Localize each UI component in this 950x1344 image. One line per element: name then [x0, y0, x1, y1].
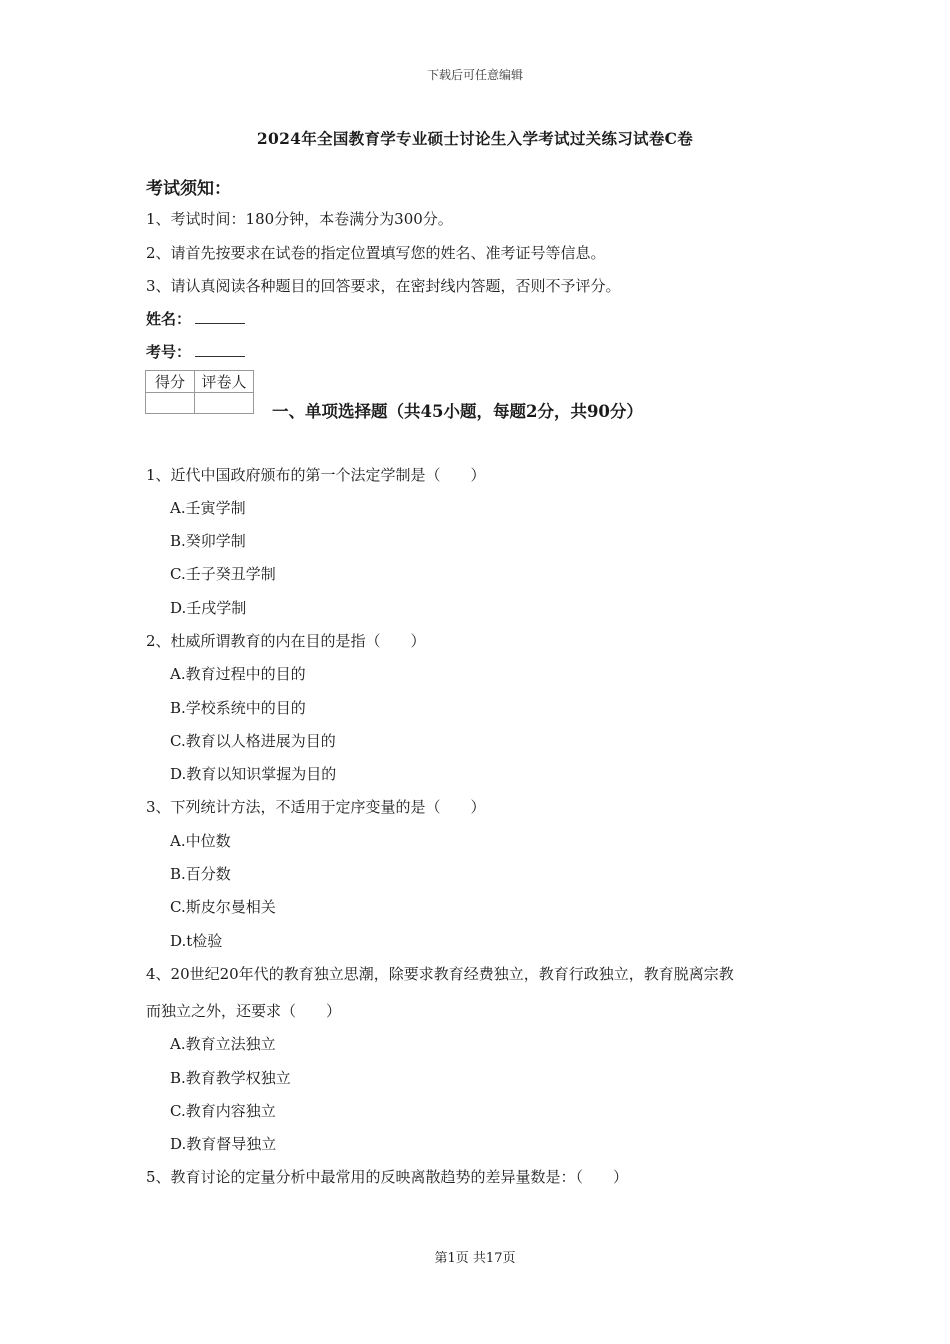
- question-option[interactable]: A.教育立法独立: [170, 1035, 276, 1053]
- question-option[interactable]: D.教育以知识掌握为目的: [170, 765, 337, 783]
- question-option[interactable]: D.壬戌学制: [170, 599, 247, 617]
- name-field: [146, 308, 245, 329]
- score-header: 得分: [146, 371, 195, 393]
- question-option[interactable]: A.教育过程中的目的: [170, 665, 306, 683]
- document-title: 2024年全国教育学专业硕士讨论生入学考试过关练习试卷C卷: [256, 129, 694, 148]
- question-option[interactable]: D.教育督导独立: [170, 1135, 277, 1153]
- question-stem: 1、近代中国政府颁布的第一个法定学制是（ ）: [146, 466, 486, 484]
- id-label: 考号：: [146, 343, 192, 361]
- page-footer: 第1页 共17页: [434, 1251, 516, 1266]
- question-stem: 5、教育讨论的定量分析中最常用的反映离散趋势的差异量数是：（ ）: [146, 1168, 629, 1186]
- header-note: 下载后可任意编辑: [426, 68, 523, 82]
- question-stem-continued: 而独立之外，还要求（ ）: [146, 1002, 342, 1020]
- question-option[interactable]: C.教育内容独立: [170, 1102, 276, 1120]
- question-option[interactable]: A.中位数: [170, 832, 231, 850]
- question-stem: 3、下列统计方法，不适用于定序变量的是（ ）: [146, 798, 486, 816]
- id-blank[interactable]: [195, 342, 245, 357]
- grader-header: 评卷人: [195, 371, 254, 393]
- notice-item: 3、请认真阅读各种题目的回答要求，在密封线内答题，否则不予评分。: [146, 277, 621, 295]
- question-option[interactable]: B.癸卯学制: [170, 532, 246, 550]
- score-table: [145, 370, 254, 414]
- name-label: 姓名：: [146, 310, 192, 328]
- question-option[interactable]: C.斯皮尔曼相关: [170, 898, 276, 916]
- score-cell[interactable]: [146, 393, 195, 414]
- question-option[interactable]: B.百分数: [170, 865, 231, 883]
- section-title: 一、单项选择题（共45小题，每题2分，共90分）: [272, 402, 643, 421]
- question-option[interactable]: D.t检验: [170, 932, 223, 950]
- question-option[interactable]: B.教育教学权独立: [170, 1069, 291, 1087]
- question-option[interactable]: A.壬寅学制: [170, 499, 246, 517]
- name-blank[interactable]: [195, 309, 245, 324]
- question-option[interactable]: C.教育以人格进展为目的: [170, 732, 336, 750]
- question-option[interactable]: B.学校系统中的目的: [170, 699, 306, 717]
- grader-cell[interactable]: [195, 393, 254, 414]
- notice-heading: 考试须知：: [146, 179, 231, 199]
- id-field: [146, 341, 245, 362]
- question-option[interactable]: C.壬子癸丑学制: [170, 565, 276, 583]
- notice-item: 1、考试时间：180分钟，本卷满分为300分。: [146, 210, 453, 228]
- question-stem: 4、20世纪20年代的教育独立思潮，除要求教育经费独立，教育行政独立，教育脱离宗教: [146, 965, 734, 983]
- notice-item: 2、请首先按要求在试卷的指定位置填写您的姓名、准考证号等信息。: [146, 244, 606, 262]
- question-stem: 2、杜威所谓教育的内在目的是指（ ）: [146, 632, 426, 650]
